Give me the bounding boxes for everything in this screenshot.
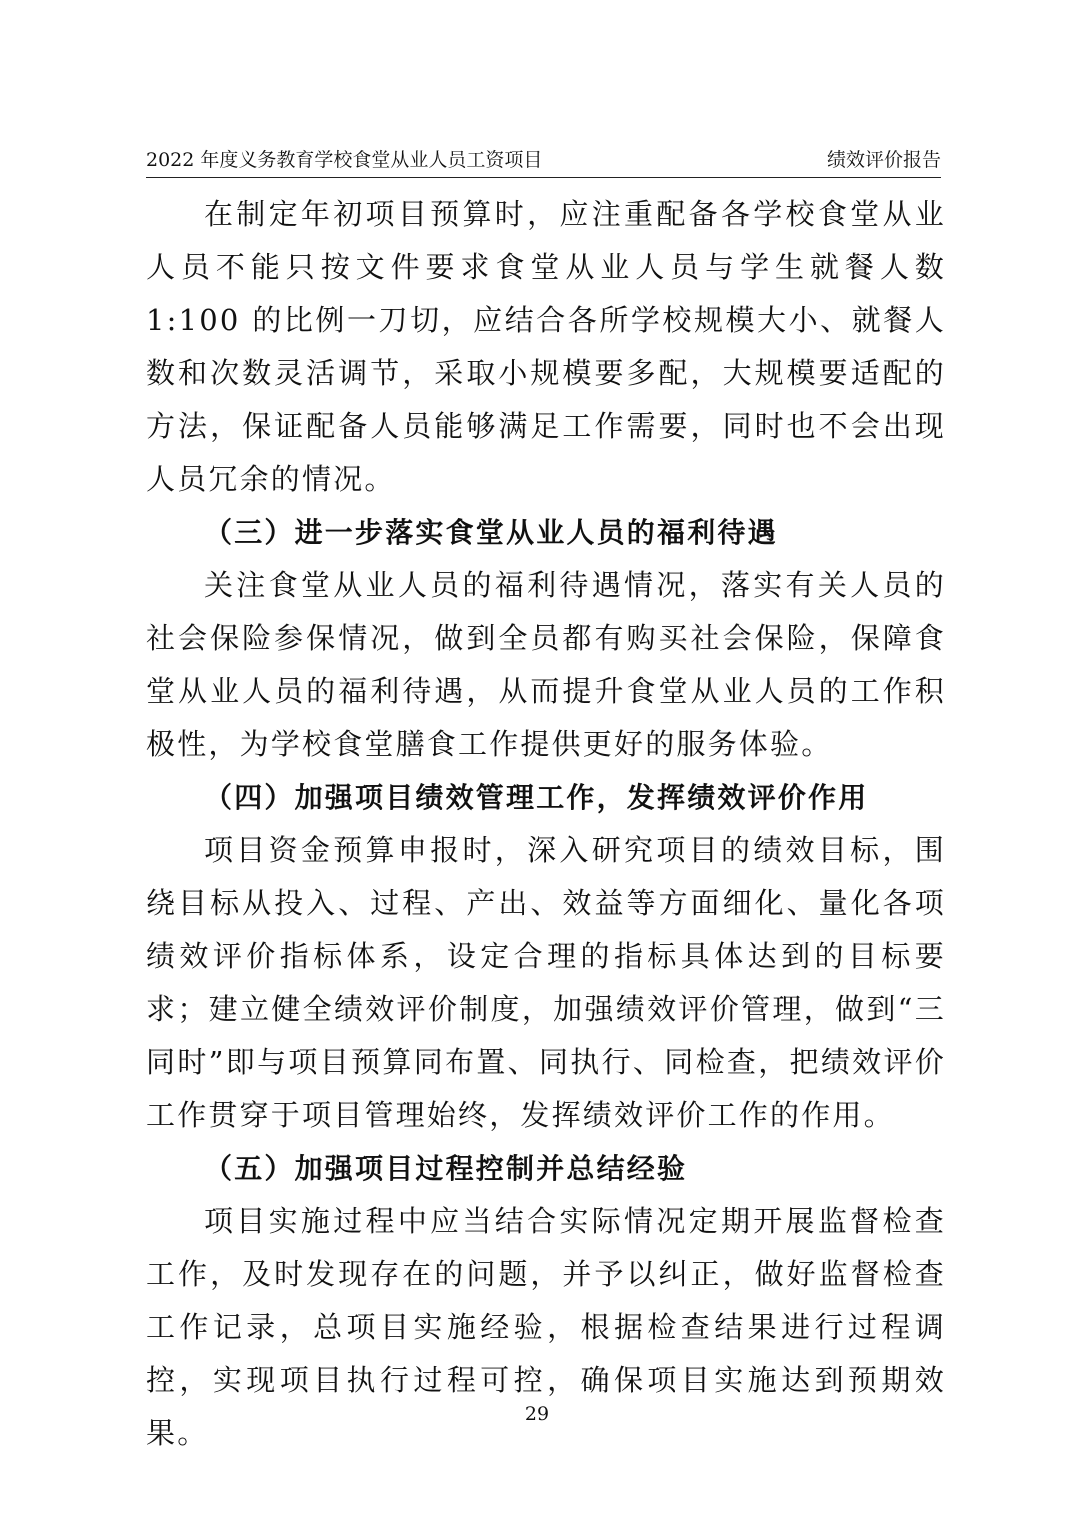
section-heading: （三）进一步落实食堂从业人员的福利待遇 xyxy=(204,516,778,549)
header-report-type: 绩效评价报告 xyxy=(826,149,941,171)
paragraph: 项目实施过程中应当结合实际情况定期开展监督检查工作，及时发现存在的问题，并予以纠正，做好监督检查工作记录，总项目实施经验，根据检查结果进行过程调控，实现项目执行过程可控，确保项目实施达到预期效果。 xyxy=(146,1204,946,1450)
paragraph: 关注食堂从业人员的福利待遇情况，落实有关人员的社会保险参保情况，做到全员都有购买社会保险，保障食堂从业人员的福利待遇，从而提升食堂从业人员的工作积极性，为学校食堂膳食工作提供更好的服务体验。 xyxy=(146,568,946,761)
page-number: 29 xyxy=(524,1403,550,1425)
page-header xyxy=(146,143,941,178)
paragraph: 在制定年初项目预算时，应注重配备各学校食堂从业人员不能只按文件要求食堂从业人员与学生就餐人数 1:100 的比例一刀切，应结合各所学校规模大小、就餐人数和次数灵活调节，采取小规模要多配，大规模要适配的方法，保证配备人员能够满足工作需要，同时也不会出现人员冗余的情况。 xyxy=(146,197,946,496)
section-heading: （五）加强项目过程控制并总结经验 xyxy=(204,1152,688,1185)
body-text xyxy=(146,188,946,1460)
header-title: 2022 年度义务教育学校食堂从业人员工资项目 xyxy=(146,149,543,171)
paragraph: 项目资金预算申报时，深入研究项目的绩效目标，围绕目标从投入、过程、产出、效益等方面细化、量化各项绩效评价指标体系，设定合理的指标具体达到的目标要求；建立健全绩效评价制度，加强绩效评价管理，做到“三同时”即与项目预算同布置、同执行、同检查，把绩效评价工作贯穿于项目管理始终，发挥绩效评价工作的作用。 xyxy=(146,833,946,1132)
section-heading: （四）加强项目绩效管理工作，发挥绩效评价作用 xyxy=(204,781,869,814)
